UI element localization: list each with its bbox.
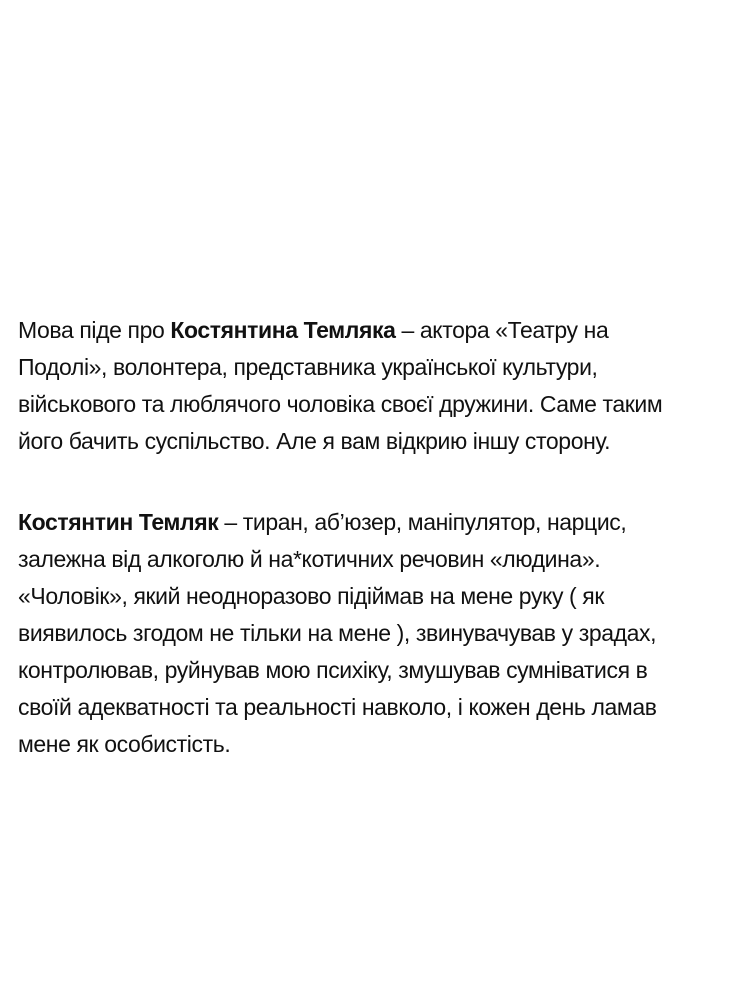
text-line bbox=[18, 655, 647, 685]
text-span: мене як особистість. bbox=[18, 731, 231, 757]
text-span: контролював, руйнував мою психіку, змушував сумніватися в bbox=[18, 657, 648, 683]
text-span: Подолі», волонтера, представника української культури, bbox=[18, 354, 598, 380]
text-line bbox=[18, 352, 598, 382]
text-line bbox=[18, 544, 600, 574]
text-span: своїй адекватності та реальності навколо, і кожен день ламав bbox=[18, 694, 657, 720]
text-line bbox=[18, 507, 626, 537]
text-line bbox=[18, 389, 662, 419]
text-line bbox=[18, 315, 608, 345]
text-line bbox=[18, 729, 230, 759]
bold-name: Костянтина Темляка bbox=[170, 317, 396, 343]
text-span: військового та люблячого чоловіка своєї дружини. Саме таким bbox=[18, 391, 663, 417]
text-line bbox=[18, 618, 656, 648]
text-line bbox=[18, 692, 657, 722]
bold-name: Костянтин Темляк bbox=[18, 509, 219, 535]
text-span: його бачить суспільство. Але я вам відкрию іншу сторону. bbox=[18, 428, 611, 454]
text-span: Мова піде про bbox=[18, 317, 171, 343]
text-span: – актора «Театру на bbox=[395, 317, 609, 343]
text-span: залежна від алкоголю й на*котичних речовин «людина». bbox=[18, 546, 601, 572]
text-line bbox=[18, 581, 604, 611]
text-span: «Чоловік», який неодноразово підіймав на мене руку ( як bbox=[18, 583, 605, 609]
text-span: виявилось згодом не тільки на мене ), звинувачував у зрадах, bbox=[18, 620, 657, 646]
text-span: – тиран, аб’юзер, маніпулятор, нарцис, bbox=[218, 509, 627, 535]
text-line bbox=[18, 426, 610, 456]
